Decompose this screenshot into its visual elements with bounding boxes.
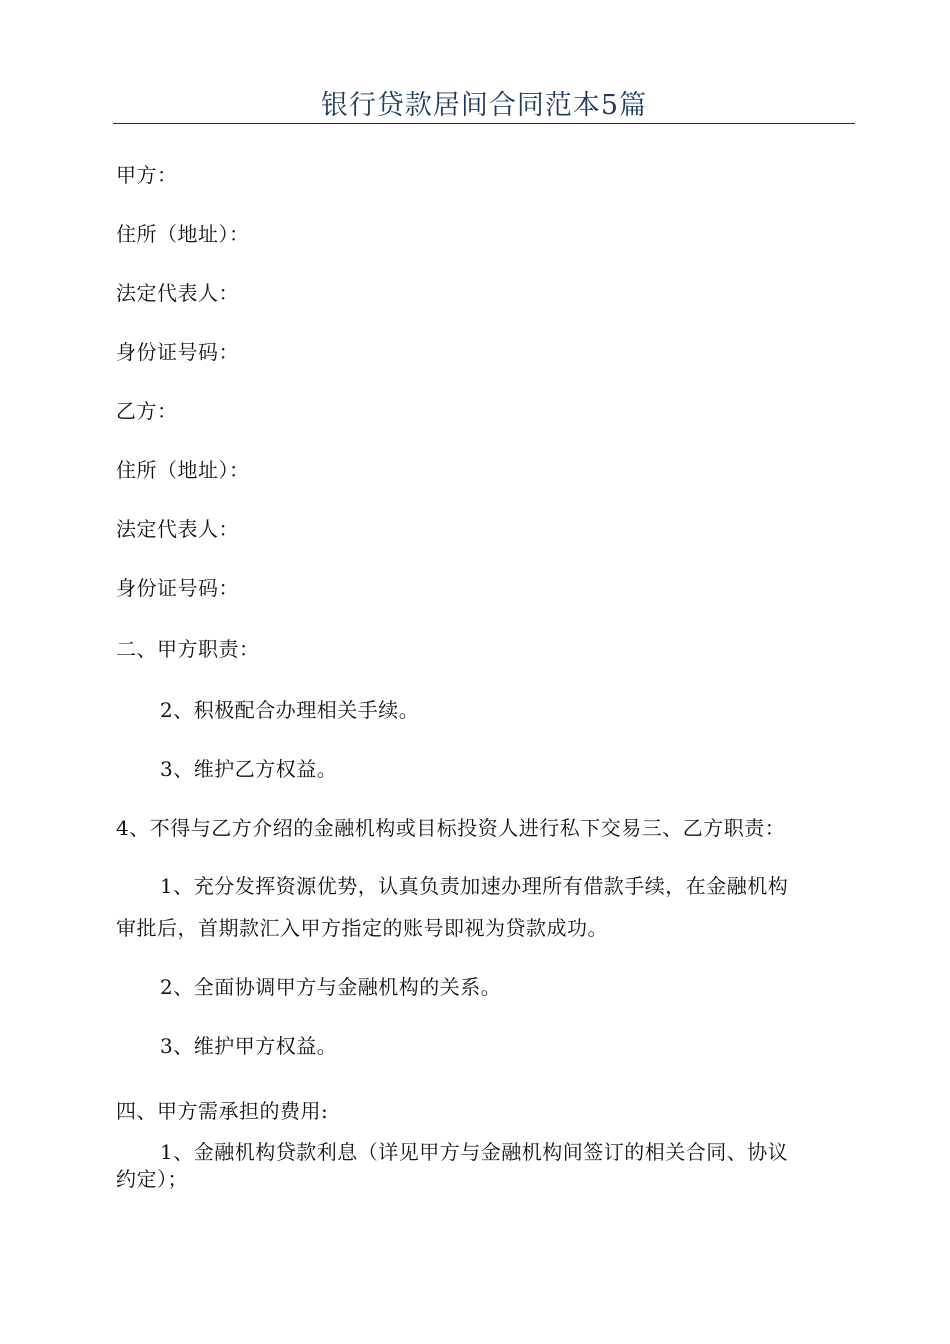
party-b-representative: 法定代表人： <box>116 517 239 541</box>
party-a-label: 甲方： <box>116 163 178 187</box>
paragraph-line: 1、充分发挥资源优势，认真负责加速办理所有借款手续，在金融机构 <box>160 874 789 898</box>
paragraph-line: 2、积极配合办理相关手续。 <box>160 698 420 722</box>
paragraph-line: 约定）； <box>116 1167 188 1191</box>
paragraph-line: 4、不得与乙方介绍的金融机构或目标投资人进行私下交易三、乙方职责： <box>116 816 786 840</box>
paragraph-line: 3、维护甲方权益。 <box>160 1034 338 1058</box>
paragraph-line: 3、维护乙方权益。 <box>160 757 338 781</box>
party-b-id-number: 身份证号码： <box>116 576 239 600</box>
section-heading-party-a-duties: 二、甲方职责： <box>116 637 260 661</box>
title-underline <box>113 123 855 124</box>
paragraph-line: 审批后，首期款汇入甲方指定的账号即视为贷款成功。 <box>116 916 608 940</box>
party-a-representative: 法定代表人： <box>116 281 239 305</box>
document-title: 银行贷款居间合同范本5篇 <box>320 90 648 121</box>
section-heading-party-a-costs: 四、甲方需承担的费用: <box>116 1099 329 1123</box>
party-b-address: 住所（地址）： <box>116 458 250 482</box>
paragraph-line: 1、金融机构贷款利息（详见甲方与金融机构间签订的相关合同、协议 <box>160 1140 789 1164</box>
party-a-address: 住所（地址）： <box>116 222 250 246</box>
party-b-label: 乙方： <box>116 399 178 423</box>
paragraph-line: 2、全面协调甲方与金融机构的关系。 <box>160 975 502 999</box>
party-a-id-number: 身份证号码： <box>116 340 239 364</box>
